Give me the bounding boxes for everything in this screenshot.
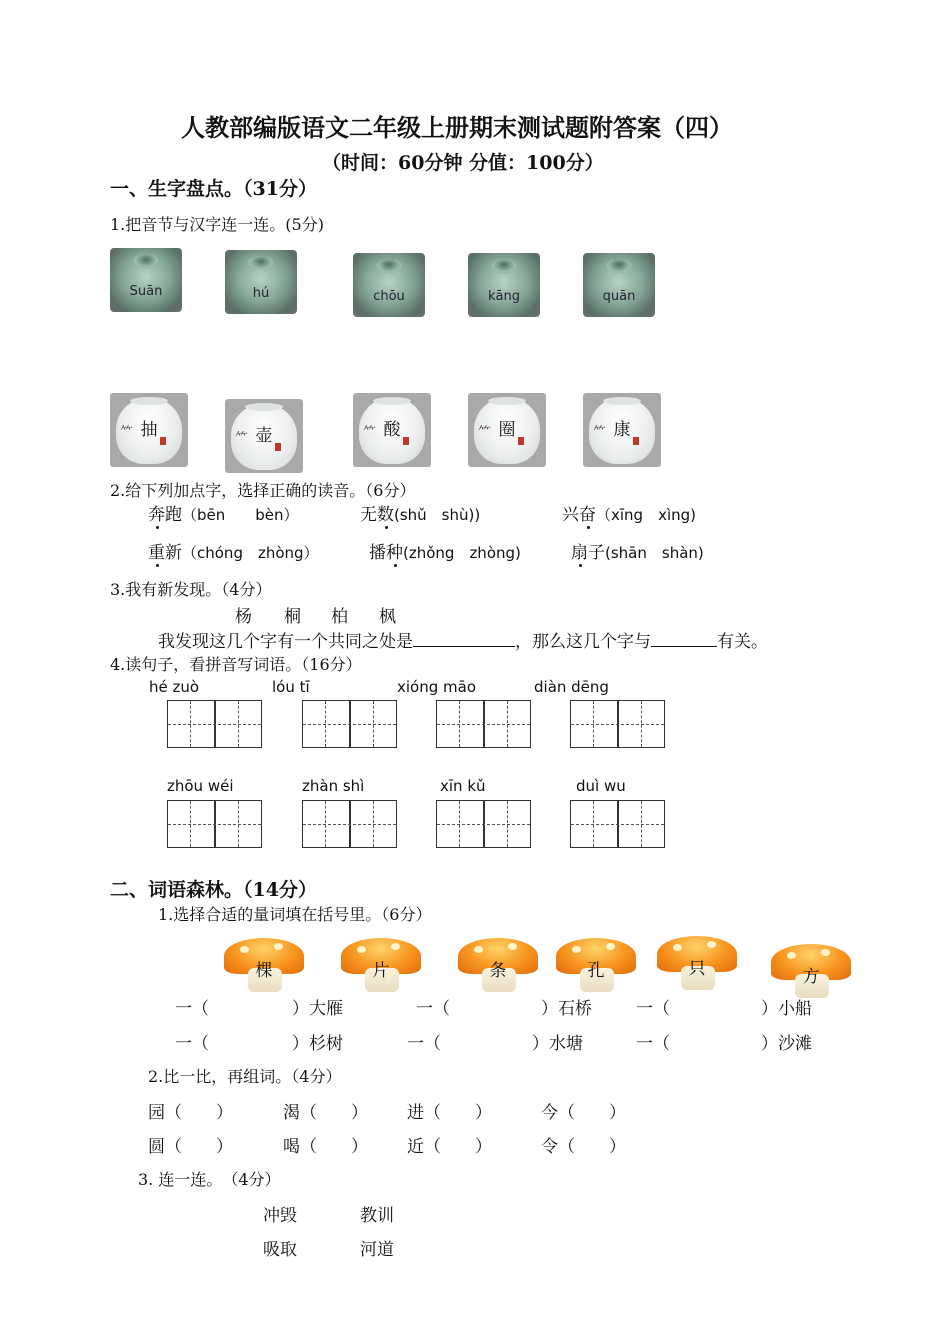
char: 子	[588, 543, 605, 563]
fill-item-post: ）水塘	[532, 1034, 583, 1054]
measure-word: 棵	[255, 961, 273, 981]
measure-word: 片	[372, 961, 390, 981]
dotted-char: 重	[148, 543, 165, 563]
discovery-sentence	[158, 627, 768, 652]
fill-item-post: ）沙滩	[761, 1034, 812, 1054]
char: 跑	[165, 505, 182, 525]
lid-syllable: Suān	[129, 284, 163, 299]
char: 无	[360, 505, 377, 525]
compare-item: 进（ ）	[407, 1103, 492, 1123]
pinyin-prompt: diàn dēng	[534, 678, 609, 696]
answer-blank[interactable]	[651, 630, 717, 647]
jar-image[interactable]: ⺮ 圈	[468, 393, 546, 467]
fill-item-post: ）石桥	[541, 999, 592, 1019]
writing-grid[interactable]	[302, 700, 397, 748]
reading-options: （chóng zhòng）	[182, 544, 319, 562]
reading-item	[360, 500, 480, 525]
writing-grid[interactable]	[302, 800, 397, 848]
lid-image[interactable]	[583, 253, 655, 317]
s2-q2-label: 2.比一比，再组词。（4分）	[148, 1067, 342, 1086]
pinyin-prompt: zhōu wéi	[167, 777, 234, 795]
lid-syllable: kāng	[488, 289, 520, 304]
lid-syllable: quān	[602, 289, 636, 304]
q1-label: 1.把音节与汉字连一连。(5分)	[110, 215, 324, 234]
jar-image[interactable]: ⺮ 康	[583, 393, 661, 467]
sentence-part: 我发现这几个字有一个共同之处是	[158, 632, 413, 652]
jar-character: 康	[613, 420, 631, 440]
compare-item: 近（ ）	[407, 1137, 492, 1157]
jar-character: 抽	[140, 420, 158, 440]
fill-item-pre: 一（	[407, 1034, 441, 1054]
fill-item-pre: 一（	[175, 1034, 209, 1054]
compare-item: 圆（ ）	[148, 1137, 233, 1157]
page-subtitle: （时间：60分钟 分值：100分）	[322, 152, 604, 174]
match-left-word[interactable]: 冲毁	[263, 1206, 297, 1226]
reading-options: (shān shàn)	[605, 544, 704, 562]
dotted-char: 数	[377, 505, 394, 525]
mushroom-image[interactable]	[339, 934, 423, 996]
writing-grid[interactable]	[167, 700, 262, 748]
fill-item-post: ）大雁	[292, 999, 343, 1019]
mushroom-image[interactable]	[655, 932, 739, 994]
fill-item-pre: 一（	[636, 1034, 670, 1054]
dotted-char: 扇	[571, 543, 588, 563]
char: 播	[369, 543, 386, 563]
mushroom-image[interactable]	[769, 940, 853, 1002]
sentence-part: 有关。	[717, 632, 768, 652]
compare-item: 令（ ）	[541, 1137, 626, 1157]
writing-grid[interactable]	[167, 800, 262, 848]
discovery-char: 杨	[235, 607, 252, 627]
pinyin-prompt: hé zuò	[149, 678, 200, 696]
fill-item-pre: 一（	[175, 999, 209, 1019]
q4-label: 4.读句子，看拼音写词语。（16分）	[110, 655, 362, 674]
pinyin-prompt: xīn kǔ	[440, 777, 486, 795]
s2-q1-label: 1.选择合适的量词填在括号里。（6分）	[158, 905, 432, 924]
jar-image[interactable]: ⺮ 酸	[353, 393, 431, 467]
fill-item-pre: 一（	[636, 999, 670, 1019]
pinyin-prompt: zhàn shì	[302, 777, 365, 795]
writing-grid[interactable]	[570, 700, 665, 748]
jar-image[interactable]: ⺮ 壶	[225, 399, 303, 473]
reading-item	[571, 538, 704, 563]
pinyin-prompt: lóu tī	[272, 678, 310, 696]
mushroom-image[interactable]	[554, 934, 638, 996]
answer-blank[interactable]	[413, 630, 515, 647]
lid-image[interactable]	[468, 253, 540, 317]
compare-item: 园（ ）	[148, 1103, 233, 1123]
fill-item-pre: 一（	[416, 999, 450, 1019]
mushroom-image[interactable]	[456, 934, 540, 996]
pinyin-prompt: xióng māo	[397, 678, 476, 696]
measure-word: 方	[802, 967, 820, 987]
lid-syllable: hú	[252, 286, 270, 301]
match-right-word[interactable]: 河道	[360, 1240, 394, 1260]
jar-character: 壶	[255, 426, 273, 446]
s2-q3-label: 3. 连一连。 （4分）	[138, 1170, 281, 1189]
reading-options: (zhǒng zhòng)	[403, 544, 521, 562]
jar-image[interactable]: ⺮ 抽	[110, 393, 188, 467]
pinyin-prompt: duì wu	[576, 777, 626, 795]
writing-grid[interactable]	[570, 800, 665, 848]
fill-item-post: ）小船	[761, 999, 812, 1019]
dotted-char: 种	[386, 543, 403, 563]
q3-label: 3.我有新发现。（4分）	[110, 580, 272, 599]
section-2-heading: 二、词语森林。（14分）	[110, 879, 317, 901]
discovery-char: 桐	[284, 607, 301, 627]
discovery-char: 柏	[331, 607, 348, 627]
reading-item	[369, 538, 521, 563]
reading-item	[148, 500, 299, 525]
reading-options: （xīng xìng)	[596, 506, 696, 524]
lid-image[interactable]	[353, 253, 425, 317]
compare-item: 今（ ）	[541, 1103, 626, 1123]
lid-image[interactable]	[110, 248, 182, 312]
char: 新	[165, 543, 182, 563]
discovery-char: 枫	[379, 607, 396, 627]
jar-character: 圈	[498, 420, 516, 440]
measure-word: 条	[489, 961, 507, 981]
writing-grid[interactable]	[436, 700, 531, 748]
section-1-heading: 一、生字盘点。（31分）	[110, 178, 317, 200]
writing-grid[interactable]	[436, 800, 531, 848]
reading-options: （bēn bèn）	[182, 506, 299, 524]
sentence-part: ，那么这几个字与	[515, 632, 651, 652]
lid-syllable: chōu	[373, 289, 405, 304]
measure-word: 孔	[587, 961, 605, 981]
compare-item: 渴（ ）	[283, 1103, 368, 1123]
match-right-word[interactable]: 教训	[360, 1206, 394, 1226]
compare-item: 喝（ ）	[283, 1137, 368, 1157]
match-left-word[interactable]: 吸取	[263, 1240, 297, 1260]
reading-item	[562, 500, 696, 525]
dotted-char: 奋	[579, 505, 596, 525]
fill-item-post: ）杉树	[292, 1034, 343, 1054]
jar-character: 酸	[383, 420, 401, 440]
char: 兴	[562, 505, 579, 525]
q2-label: 2.给下列加点字，选择正确的读音。（6分）	[110, 481, 416, 500]
lid-image[interactable]	[225, 250, 297, 314]
page-title: 人教部编版语文二年级上册期末测试题附答案（四）	[181, 113, 733, 142]
reading-item	[148, 538, 319, 563]
mushroom-image[interactable]	[222, 934, 306, 996]
measure-word: 只	[688, 959, 706, 979]
reading-options: (shǔ shù))	[394, 506, 481, 524]
dotted-char: 奔	[148, 505, 165, 525]
